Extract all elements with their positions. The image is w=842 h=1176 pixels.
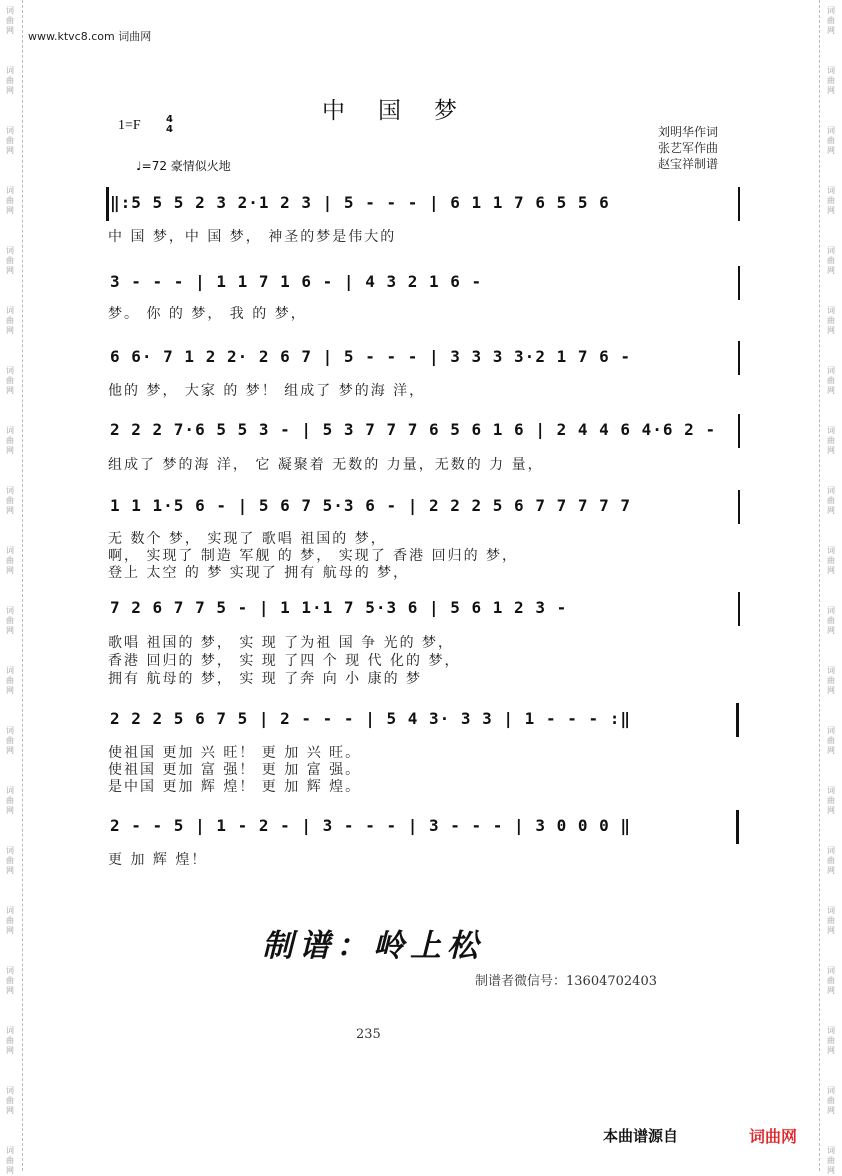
key-signature: 1=F — [118, 118, 141, 133]
lyric-row: 使祖国 更加 兴 旺！ 更 加 兴 旺。 — [108, 745, 362, 761]
site-url[interactable]: www.ktvc8.com 词曲网 — [28, 30, 152, 43]
repeat-start-barline — [106, 187, 109, 221]
watermark-glyphs: 词 曲 网 — [6, 906, 14, 935]
watermark-glyphs: 词 曲 网 — [6, 726, 14, 755]
lyric-row: 更 加 辉 煌！ — [108, 852, 208, 868]
watermark-glyphs: 词 曲 网 — [6, 366, 14, 395]
lyric-row: 歌唱 祖国的 梦， 实 现 了为祖 国 争 光的 梦， — [108, 635, 455, 651]
transcriber-signature: 制谱：岭上松 — [262, 928, 484, 964]
source-site-link[interactable]: 词曲网 — [749, 1127, 798, 1146]
watermark-glyphs: 词 曲 网 — [827, 306, 835, 335]
watermark-glyphs: 词 曲 网 — [827, 6, 835, 35]
music-row: 7 2 6 7 7 5 - | 1 1·1 7 5·3 6 | 5 6 1 2 3 - — [110, 598, 568, 617]
watermark-glyphs: 词 曲 网 — [6, 1026, 14, 1055]
watermark-glyphs: 词 曲 网 — [827, 486, 835, 515]
watermark-glyphs: 词 曲 网 — [827, 426, 835, 455]
lyric-row: 拥有 航母的 梦， 实 现 了奔 向 小 康的 梦 — [108, 671, 423, 687]
source-label: 本曲谱源自 — [603, 1127, 679, 1145]
composer-credit: 张艺军作曲 — [657, 141, 718, 155]
final-barline — [736, 810, 739, 844]
watermark-glyphs: 词 曲 网 — [6, 306, 14, 335]
lyric-row: 他的 梦， 大家 的 梦！ 组成了 梦的海 洋， — [108, 383, 426, 399]
barline — [738, 592, 740, 626]
watermark-glyphs: 词 曲 网 — [827, 786, 835, 815]
watermark-glyphs: 词 曲 网 — [6, 846, 14, 875]
watermark-glyphs: 词 曲 网 — [6, 666, 14, 695]
watermark-glyphs: 词 曲 网 — [827, 186, 835, 215]
watermark-glyphs: 词 曲 网 — [6, 1086, 14, 1115]
watermark-glyphs: 词 曲 网 — [6, 486, 14, 515]
watermark-glyphs: 词 曲 网 — [6, 66, 14, 95]
watermark-glyphs: 词 曲 网 — [827, 546, 835, 575]
time-signature-top: 4 — [166, 114, 173, 125]
watermark-glyphs: 词 曲 网 — [827, 66, 835, 95]
watermark-glyphs: 词 曲 网 — [827, 726, 835, 755]
time-signature-bottom: 4 — [166, 124, 173, 135]
watermark-glyphs: 词 曲 网 — [6, 426, 14, 455]
repeat-end-barline — [736, 703, 739, 737]
time-signature — [166, 115, 173, 135]
watermark-glyphs: 词 曲 网 — [827, 246, 835, 275]
watermark-glyphs: 词 曲 网 — [827, 906, 835, 935]
watermark-glyphs: 词 曲 网 — [827, 846, 835, 875]
watermark-glyphs: 词 曲 网 — [6, 126, 14, 155]
watermark-glyphs: 词 曲 网 — [6, 966, 14, 995]
lyric-row: 组成了 梦的海 洋， 它 凝聚着 无数的 力量，无数的 力 量， — [108, 457, 544, 473]
watermark-glyphs: 词 曲 网 — [6, 6, 14, 35]
song-title: 中国梦 — [322, 98, 490, 124]
lyric-row: 啊， 实现了 制造 军舰 的 梦， 实现了 香港 回归的 梦， — [108, 548, 519, 564]
watermark-glyphs: 词 曲 网 — [6, 786, 14, 815]
lyric-row: 无 数个 梦， 实现了 歌唱 祖国的 梦， — [108, 531, 387, 547]
watermark-glyphs: 词 曲 网 — [6, 606, 14, 635]
lyric-row: 中 国 梦，中 国 梦， 神圣的梦是伟大的 — [108, 229, 397, 245]
watermark-glyphs: 词 曲 网 — [6, 246, 14, 275]
music-row: 2 - - 5 | 1 - 2 - | 3 - - - | 3 - - - | 3 0 0 0 ‖ — [110, 816, 632, 835]
tempo-marking: ♩=72 豪情似火地 — [136, 159, 231, 173]
barline — [738, 414, 740, 448]
watermark-glyphs: 词 曲 网 — [6, 186, 14, 215]
watermark-glyphs: 词 曲 网 — [827, 1086, 835, 1115]
lyricist-credit: 刘明华作词 — [657, 125, 718, 139]
watermark-glyphs: 词 曲 网 — [827, 606, 835, 635]
watermark-glyphs: 词 曲 网 — [827, 366, 835, 395]
barline — [738, 266, 740, 300]
music-row: 2 2 2 7·6 5 5 3 - | 5 3 7 7 7 6 5 6 1 6 | 2 4 4 6 4·6 2 - — [110, 420, 717, 439]
page-number: 235 — [356, 1027, 381, 1042]
credits — [658, 124, 718, 172]
watermark-glyphs: 词 曲 网 — [827, 126, 835, 155]
barline — [738, 341, 740, 375]
music-row: 3 - - - | 1 1 7 1 6 - | 4 3 2 1 6 - — [110, 272, 483, 291]
lyric-row: 登上 太空 的 梦 实现了 拥有 航母的 梦， — [108, 565, 410, 581]
watermark-glyphs: 词 曲 网 — [6, 1146, 14, 1175]
watermark-glyphs: 词 曲 网 — [6, 546, 14, 575]
music-row: 2 2 2 5 6 7 5 | 2 - - - | 5 4 3· 3 3 | 1 - - - :‖ — [110, 709, 632, 728]
lyric-row: 梦。 你 的 梦， 我 的 梦， — [108, 306, 307, 322]
lyric-row: 香港 回归的 梦， 实 现 了四 个 现 代 化的 梦， — [108, 653, 461, 669]
watermark-glyphs: 词 曲 网 — [827, 1146, 835, 1175]
watermark-glyphs: 词 曲 网 — [827, 1026, 835, 1055]
transcriber-wechat: 制谱者微信号：13604702403 — [475, 974, 657, 989]
lyric-row: 使祖国 更加 富 强！ 更 加 富 强。 — [108, 762, 362, 778]
barline — [738, 187, 740, 221]
watermark-glyphs: 词 曲 网 — [827, 966, 835, 995]
music-row: ‖:5 5 5 2 3 2·1 2 3 | 5 - - - | 6 1 1 7 6 5 5 6 — [110, 193, 610, 212]
transcriber-credit: 赵宝祥制谱 — [657, 157, 718, 171]
barline — [738, 490, 740, 524]
watermark-glyphs: 词 曲 网 — [827, 666, 835, 695]
music-row: 1 1 1·5 6 - | 5 6 7 5·3 6 - | 2 2 2 5 6 7 7 7 7 7 — [110, 496, 632, 515]
music-row: 6 6· 7 1 2 2· 2 6 7 | 5 - - - | 3 3 3 3·2 1 7 6 - — [110, 347, 632, 366]
lyric-row: 是中国 更加 辉 煌！ 更 加 辉 煌。 — [108, 779, 362, 795]
